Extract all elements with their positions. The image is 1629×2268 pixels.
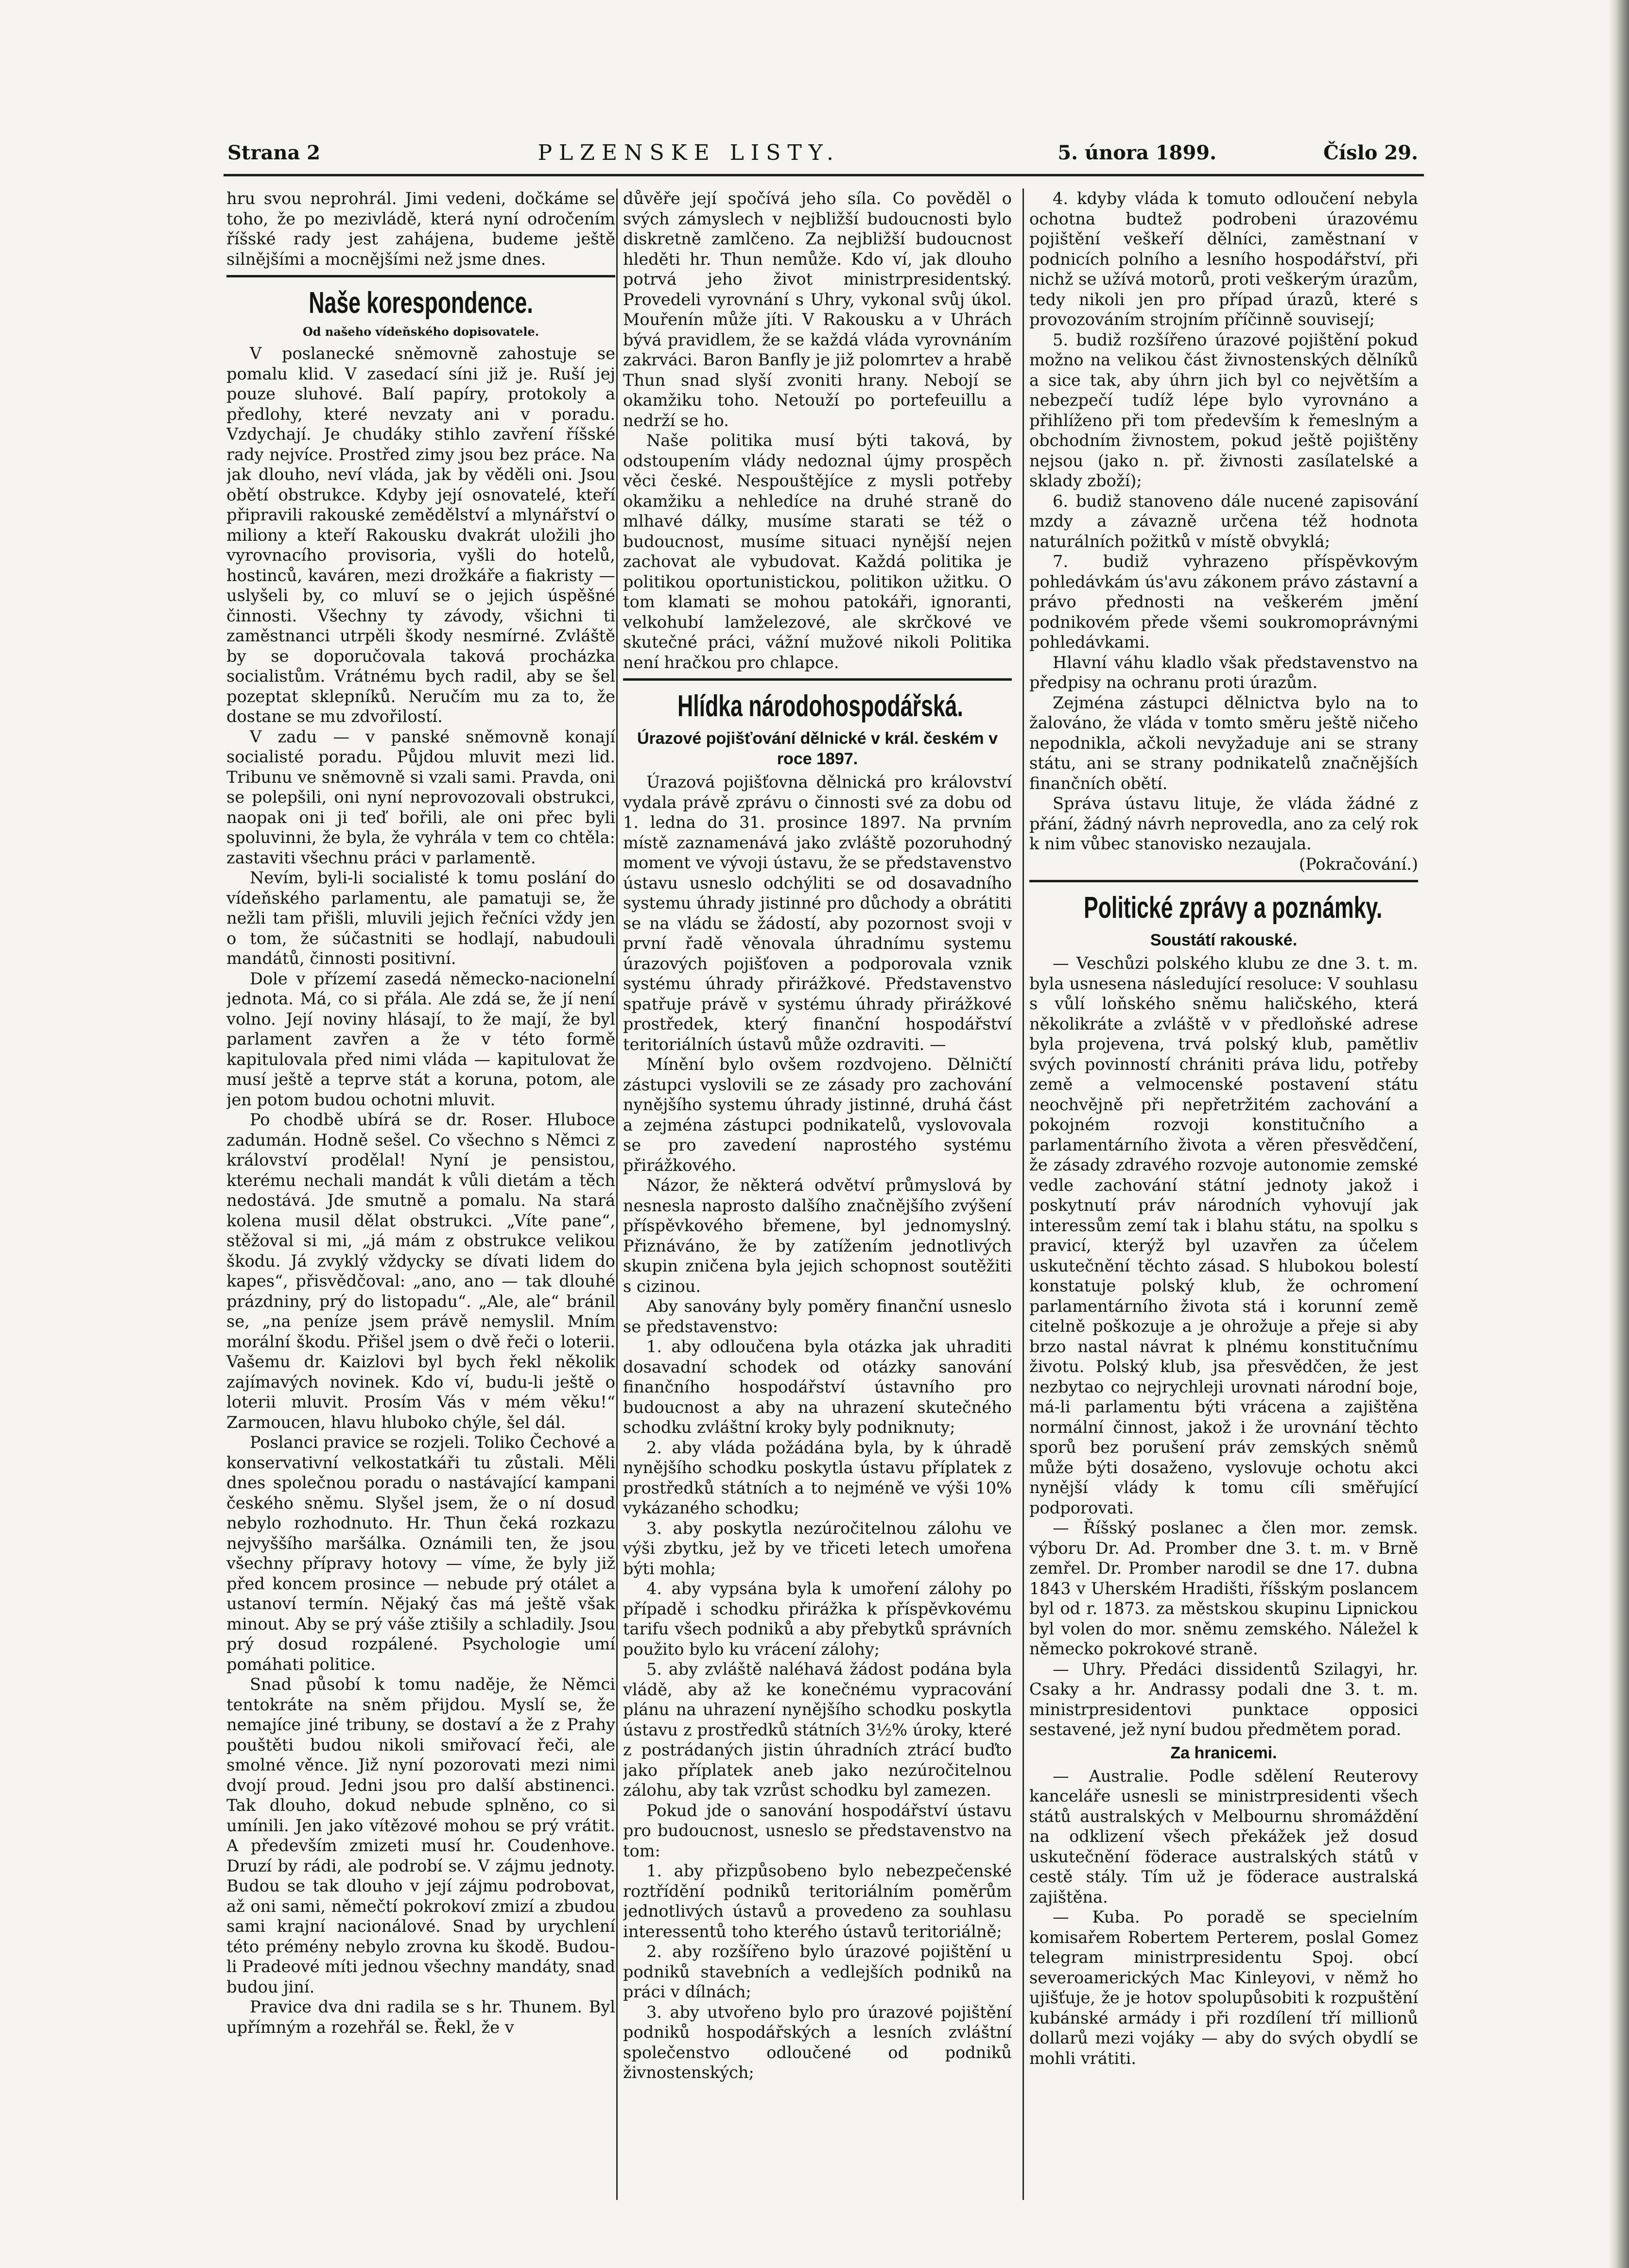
paragraph: Hlavní váhu kladlo však představenstvo na předpisy na ochranu proti úrazům. xyxy=(1029,653,1418,692)
column-rule-1 xyxy=(616,189,618,2200)
paragraph: Správa ústavu lituje, že vláda žádné z přání, žádný návrh neprovedla, ano za celý rok k nim vůbec stanovisko nezaujala. xyxy=(1029,794,1418,853)
paragraph: Naše politika musí býti taková, by odstoupením vlády nedoznal újmy prospěch věci české. Nespouštějíce z mysli potřeby okamžiku a nehledíce na druhé straně do mlhavé dálky, musíme starati se též o budoucnost, musíme situaci nynější nejen zachovat ale vybudovat. Každá politika je politikou oportunistickou, politikon užitku. O tom klamati se mohou patokáři, ignoranti, velkohubí lamželezové, ale skrčkové ve skutečné práci, vážní mužové nikoli Politika není hračkou pro chlapce. xyxy=(623,431,1012,672)
issue-date: 5. února 1899. xyxy=(1057,141,1217,164)
paragraph: Pokud jde o sanování hospodářství ústavu pro budoucnost, usneslo se představenstvo na tom: xyxy=(623,1801,1012,1860)
paragraph: 5. aby zvláště naléhavá žádost podána byla vládě, aby až ke konečnému vypracování plánu na uhrazení nynějšího schodku poskytla ústavu z prostředků státních 3½% úroky, které z postrádaných jistin úhradních ztrácí buďto jako příplatek aneb jako nezúročitelnou zálohu, aby tak vzrůst schodku byl zamezen. xyxy=(623,1660,1012,1800)
paragraph: V poslanecké sněmovně zahostuje se pomalu klid. V zasedací síni již je. Ruší jej pouze sluhové. Balí papíry, protokoly a předlohy, které nevzaty ani v poradu. Vzdychají. Je chudáky stihlo zavření říšské rady nejvíce. Prostřed zimy jsou bez práce. Na jak dlouho, neví vláda, jak by věděli oni. Jsou obětí obstrukce. Kdyby její osnovatelé, kteří připravili rakouské zemědělství a mlynářství o miliony a kteří Rakousku dvakrát uložili jho vyrovnacího provisoria, vyšli do hotelů, hostinců, kaváren, mezi drožkáře a fiakristy — uslyšeli by, co mluví se o jejich úspěšné činnosti. Všechny ty závody, všichni ti zaměstnanci utrpěli škody nesmírné. Zvláště by se doporučovala taková procházka socialistům. Vrátnému bych radil, aby se šel pozeptat sklepníků. Neručím mu za to, že dostane se mu zdvořilostí. xyxy=(226,344,615,726)
paragraph: Snad působí k tomu naděje, že Němci tentokráte na sněm přijdou. Myslí se, že nemajíce jiné tribuny, se dostaví a že z Prahy pouštěti budou nikoli smiřovací řeči, ale smolné věnce. Již nyní pozorovati mezi nimi dvojí proud. Jedni jsou pro další abstinenci. Tak dlouho, dokud nebude splněno, co si umínili. Jen jako vítězové mohou se prý vrátit. A především zmizeti musí hr. Coudenhove. Druzí by rádi, ale podrobí se. V zájmu jednoty. Budou se tak dlouho v její zájmu podrobovat, až oni sami, němečtí pokrokoví zmizí a zbudou sami krajní nacionálové. Snad by urychlení této prémény nebylo zrovna ku škodě. Budou-li Pradeové míti jednou všechny mandáty, snad budou jiní. xyxy=(226,1675,615,1996)
paragraph: Poslanci pravice se rozjeli. Toliko Čechové a konservativní velkostatkáři tu zůstali. Měli dnes společnou poradu o nastávající kampani českého sněmu. Slyšel jsem, že o ní dosud nebylo rozhodnuto. Hr. Thun čeká rozkazu nejvyššího maršálka. Oznámili ten, že jsou všechny přípravy hotovy — víme, že byly již před koncem prosince — nebude prý otálet a ustanoví termín. Nějaký čas má ještě však minout. Aby se prý váše ztišily a schladily. Jsou prý dosud rozpálené. Psychologie umí pomáhati politice. xyxy=(226,1433,615,1674)
section-rule xyxy=(623,678,1012,681)
paragraph: — Veschůzi polského klubu ze dne 3. t. m. byla usnesena následující resoluce: V souhlasu s vůlí loňského sněmu haličského, která několikráte a zvláště v v předloňské adrese byla projevena, trvá polský klub, pamětliv svých povinností chrániti práva lidu, potřeby země a velmocenské postavení státu neochvějně při nepřetržitém zachování a pokojném rozvoji konstitučního a parlamentárního života a věren přesvědčení, že zásady zdravého rozvoje autonomie zemské vedle zachování státní jednoty jakož i poskytnutí práv národních vyhovují jak interessům zemí tak i blahu státu, na spolku s pravicí, kterýž byl uzavřen za účelem uskutečnění těchto zásad. S hlubokou bolestí konstatuje polský klub, že ochromení parlamentárního života stá i korunní země citelně poškozuje a je ohrožuje a přeje si aby brzo nastal návrat k plnému konstitučnímu životu. Polský klub, jsa přesvědčen, že jest nezbytao co nejrychleji urovnati národní boje, má-li parlamentu býti vrácena a zajištěna normální činnost, jakož i že urovnání těchto sporů bez porušení práv zemských sněmů může býti dosaženo, vyslovuje ochotu akci nynější vlády k tomu cíli směřující podporovati. xyxy=(1029,954,1418,1517)
column-rule-2 xyxy=(1022,189,1024,2200)
paragraph: 6. budiž stanoveno dále nucené zapisování mzdy a závazně určena též hodnota naturálních požitků v místě obvyklá; xyxy=(1029,491,1418,551)
paragraph: 1. aby přizpůsobeno bylo nebezpečenské roztřídění podniků teritoriálním poměrům jednotlivých ústavů a provedeno za souhlasu interessentů toho kterého ústavů teritoriálně; xyxy=(623,1861,1012,1941)
paragraph: 2. aby vláda požádána byla, by k úhradě nynějšího schodku poskytla ústavu příplatek z prostředků státních a to nejméně ve výši 10% vykázaného schodku; xyxy=(623,1438,1012,1517)
continued-note: (Pokračování.) xyxy=(1299,854,1418,874)
paragraph: Nevím, byli-li socialisté k tomu poslání do vídeňského parlamentu, ale pamatuji se, že nežli tam přišli, mluvili jejich řečníci vždy jen o tom, že súčastniti se hodlají, nabudouli mandátů, činnosti positivní. xyxy=(226,868,615,968)
page-header xyxy=(227,138,1418,167)
column-2 xyxy=(623,189,1012,2205)
paragraph: Dole v přízemí zasedá německo-nacionelní jednota. Má, co si přála. Ale zdá se, že jí není volno. Její noviny hlásají, to že mají, že byl parlament zavřen a že v této formě kapitulovala před nimi vláda — kapitulovat že musí ještě a teprve stát a koruna, potom, ale jen potom budou ochotni mluvit. xyxy=(226,969,615,1109)
paragraph: 3. aby utvořeno bylo pro úrazové pojištění podniků hospodářských a lesních zvláštní společenstvo odloučené od podniků živnostenských; xyxy=(623,2002,1012,2082)
section-title-economy: Hlídka národohospodářská. xyxy=(677,689,963,723)
header-right xyxy=(1057,141,1418,164)
paragraph: — Uhry. Předáci dissidentů Szilagyi, hr. Csaky a hr. Andrassy podali dne 3. t. m. ministrpresidentovi punktace opposici sestavené, jež nyní budou předmětem porad. xyxy=(1029,1659,1418,1739)
column-1 xyxy=(226,189,615,2205)
issue-number: Číslo 29. xyxy=(1323,141,1418,164)
paragraph: Aby sanovány byly poměry finanční usneslo se představenstvo: xyxy=(623,1297,1012,1336)
paragraph: Názor, že některá odvětví průmyslová by nesnesla naprosto dalšího značnějšího zvýšení příspěvkového břemene, byl jednomyslný. Přiznáváno, že by zatížením jednotlivých skupin zničena byla jejich schopnost soutěžiti s cizinou. xyxy=(623,1176,1012,1296)
col1-intro: hru svou neprohrál. Jimi vedeni, dočkáme se toho, že po mezivládě, která nyní odročením říšské rady jest zahájena, budeme ještě silnějšími a mocnějšími než jsme dnes. xyxy=(226,189,615,269)
paragraph: Po chodbě ubírá se dr. Roser. Hluboce zadumán. Hodně sešel. Co všechno s Němci z království prodělal! Nyní je pensistou, kterému nechali mandát k vůli dietám a těch nedostává. Jde smutně a pomalu. Na stará kolena musil dělat obstrukci. „Víte pane“, stěžoval si mi, „já mám z obstrukce velikou škodu. Já zvyklý vždycky se dívati lidem do kapes“, přisvědčoval: „ano, ano — tak dlouhé prázdniny, prý do listopadu“. „Ale, ale“ bránil se, „na peníze jsem právě nemyslil. Mním morální škodu. Přišel jsem o dvě řeči o loterii. Vašemu dr. Kaizlovi byl bych řekl několik zajímavých novinek. Kdo ví, budu-li ještě o loterii mluvit. Prosím Vás v mém věku!“ Zarmoucen, hlavu hluboko chýle, šel dál. xyxy=(226,1110,615,1432)
paragraph: 5. budiž rozšířeno úrazové pojištění pokud možno na velikou část živnostenských dělníků a sice tak, aby úhrn jich byl co největším a nebezpečí tudíž lépe bylo vyrovnáno a přihlíženo při tom především k řemeslným a obchodním živnostem, pokud ještě pojištěny nejsou (jako n. př. živnosti zasílatelské a sklady zboží); xyxy=(1029,330,1418,490)
section-title-correspondence: Naše korespondence. xyxy=(309,286,533,320)
paragraph: 7. budiž vyhrazeno příspěvkovým pohledávkám ús'avu zákonem právo zástavní a právo přednosti na veškerém jmění podnikovém přede všemi soukromoprávnými pohledávkami. xyxy=(1029,552,1418,652)
section-rule xyxy=(226,275,615,277)
section-rule xyxy=(1029,880,1418,882)
paragraph: Úrazová pojišťovna dělnická pro království vydala právě zprávu o činnosti své za dobu od 1. ledna do 31. prosince 1897. Na prvním místě zaznamenává jako zvláště pozoruhodný moment ve vývoji ústavu, že se představenstvo ústavu usneslo odchýliti se od dosavadního systemu úhrady jistinné pro důchody a obrátiti se na vládu se žádostí, aby pozornost svoji v první řadě věnovala úhradnímu systemu úrazových pojišťoven a podporovala vznik systému úhrady přirážkové. Představenstvo spatřuje právě v systému úhrady přirážkové prostředek, který finanční hospodářství teritoriálních ústavů může ozdraviti. — xyxy=(623,773,1012,1054)
paragraph: V zadu — v panské sněmovně konají socialisté poradu. Půjdou mluvit mezi lid. Tribunu ve sněmovně si vzali sami. Pravda, oni se polepšili, oni nyní neprovozovali obstrukci, naopak oni ji teď bořili, ale oni přec byli spoluvinni, že byla, že vyhrála v tem co chtěla: zastaviti všechnu práci v parlamentě. xyxy=(226,727,615,867)
paragraph: — Kuba. Po poradě se specielním komisařem Robertem Perterem, poslal Gomez telegram ministrpresidentu Spoj. obcí severoamerických Mac Kinleyovi, v němž ho ujišťuje, že je hotov spolupůsobiti k rozpuštění kubánské armády i při rozdílení tří millionů dollarů mezi vojáky — aby do svých obydlí se mohli vrátiti. xyxy=(1029,1907,1418,2068)
section-title-politics: Politické zprávy a poznámky. xyxy=(1084,891,1383,925)
page-edge-shadow xyxy=(1609,0,1629,2268)
page-number: Strana 2 xyxy=(227,141,321,164)
paragraph: 4. aby vypsána byla k umoření zálohy po případě i schodku přirážka k příspěvkovému tarifu všech podniků a aby přebytků správních použito bylo ku vrácení zálohy; xyxy=(623,1579,1012,1659)
paragraph: 2. aby rozšířeno bylo úrazové pojištění u podniků stavebních a vedlejších podniků na práci v dílnách; xyxy=(623,1942,1012,2001)
masthead: PLZENSKE LISTY. xyxy=(537,140,841,165)
paragraph: — Australie. Podle sdělení Reuterovy kanceláře usnesli se ministrpresidenti všech států australských v Melbournu shromáždění na odklizení všech překážek jež dosud uskutečnění föderace australských států v cestě stály. Tím už je föderace australská zajištěna. xyxy=(1029,1766,1418,1907)
column-3 xyxy=(1029,189,1418,2205)
subsection-austria: Soustátí rakouské. xyxy=(1150,931,1298,949)
paragraph: 4. kdyby vláda k tomuto odloučení nebyla ochotna budtež podrobeni úrazovému pojištění veškeří dělníci, zaměstnaní v podnicích polního a lesního hospodářství, při nichž se užívá motorů, proti veškerým úrazům, tedy nikoli jen pro případ úrazů, které s provozováním strojním příčinně souvisejí; xyxy=(1029,189,1418,329)
paragraph: Zejména zástupci dělnictva bylo na to žalováno, že vláda v tomto směru ještě ničeho nepodnikla, ačkoli nevyžaduje ani se strany státu, ani se strany podnikatelů značnějších finančních obětí. xyxy=(1029,693,1418,793)
paragraph: — Říšský poslanec a člen mor. zemsk. výboru Dr. Ad. Promber dne 3. t. m. v Brně zemřel. Dr. Promber narodil se dne 17. dubna 1843 v Uherském Hradišti, říšským poslancem byl od r. 1873. za městskou skupinu Lipnickou byl volen do mor. sněmu zemského. Náležel k německo pokrokové straně. xyxy=(1029,1518,1418,1658)
paragraph: Mínění bylo ovšem rozdvojeno. Dělničtí zástupci vyslovili se ze zásady pro zachování nynějšího systemu úhrady jistinné, druhá část a zejména zástupci podnikatelů, vyslovovala se pro zavedení naprostého systému přirážkového. xyxy=(623,1055,1012,1175)
article-subhead: Úrazové pojišťování dělnické v král. českém v roce 1897. xyxy=(637,729,998,768)
paragraph: Pravice dva dni radila se s hr. Thunem. Byl upřímným a rozehřál se. Řekl, že v xyxy=(226,1997,615,2037)
byline: Od našeho vídeňského dopisovatele. xyxy=(302,325,539,339)
subsection-abroad: Za hranicemi. xyxy=(1170,1743,1277,1762)
col2-intro: důvěře její spočívá jeho síla. Co pověděl o svých zámyslech v nejbližší budoucnosti bylo diskretně zamlčeno. Za nejbližší budoucnost hleděti hr. Thun nemůže. Kdo ví, jak dlouho potrvá jeho život ministrpresidentský. Provedeli vyrovnání s Uhry, vykonal svůj úkol. Mouřenín může jíti. V Rakousku a v Uhrách bývá pravidlem, že se každá vláda vyrovnáním zakrváci. Baron Banfly je již polomrtev a hrabě Thun snad slyší zvoniti hrany. Nebojí se okamžiku toho. Netouží po portefeuillu a nedrží se ho. xyxy=(623,189,1012,430)
paragraph: 1. aby odloučena byla otázka jak uhraditi dosavadní schodek od otázky sanování finančního hospodářství ústavního pro budoucnost a aby na uhrazení skutečného schodku zvláštní kroky byly podniknuty; xyxy=(623,1337,1012,1437)
paragraph: 3. aby poskytla nezúročitelnou zálohu ve výši zbytku, jež by ve třiceti letech umořena býti mohla; xyxy=(623,1518,1012,1578)
header-rule xyxy=(224,174,1424,176)
